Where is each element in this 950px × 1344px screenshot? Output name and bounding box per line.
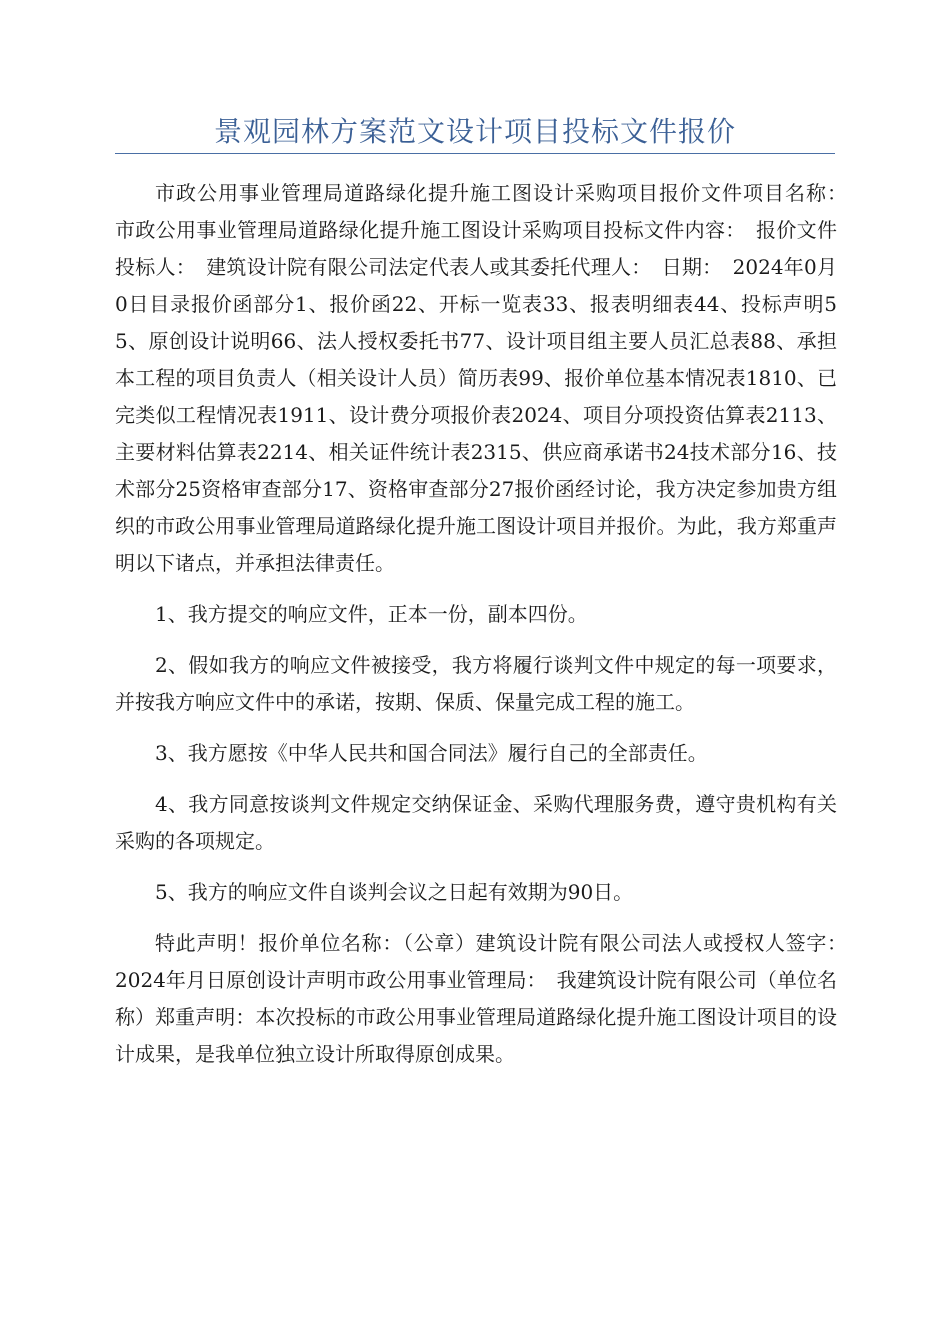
title-underline: [115, 153, 835, 154]
paragraph-item-2: 2、假如我方的响应文件被接受，我方将履行谈判文件中规定的每一项要求，并按我方响应文件中的承诺，按期、保质、保量完成工程的施工。: [115, 653, 837, 714]
paragraph-intro: 市政公用事业管理局道路绿化提升施工图设计采购项目报价文件项目名称： 市政公用事业管理局道路绿化提升施工图设计采购项目投标文件内容： 报价文件投标人： 建筑设计院有限公司法定代表人或其委托代理人： 日期： 2024年0月0日目录报价函部分1、报价函22、开标一览表33、报表明细表44、投标声明55、原创设计说明66、法人授权委托书77、设计项目组主要人员汇总表88、承担本工程的项目负责人（相关设计人员）简历表99、报价单位基本情况表1810、已完类似工程情况表1911、设计费分项报价表2024、项目分项投资估算表2113、主要材料估算表2214、相关证件统计表2315、供应商承诺书24技术部分16、技术部分25资格审查部分17、资格审查部分27报价函经讨论，我方决定参加贵方组织的市政公用事业管理局道路绿化提升施工图设计项目并报价。为此，我方郑重声明以下诸点，并承担法律责任。: [115, 181, 857, 575]
paragraph-item-1: 1、我方提交的响应文件，正本一份，副本四份。: [155, 602, 588, 626]
paragraph-declaration: 特此声明！报价单位名称：（公章）建筑设计院有限公司法人或授权人签字： 2024年月日原创设计声明市政公用事业管理局： 我建筑设计院有限公司（单位名称）郑重声明：本次投标的市政公用事业管理局道路绿化提升施工图设计项目的设计成果，是我单位独立设计所取得原创成果。: [115, 931, 857, 1066]
paragraph-item-3: 3、我方愿按《中华人民共和国合同法》履行自己的全部责任。: [155, 741, 708, 765]
paragraph-item-5: 5、我方的响应文件自谈判会议之日起有效期为90日。: [155, 880, 634, 904]
document-body: [115, 175, 857, 1087]
document-title: 景观园林方案范文设计项目投标文件报价: [213, 115, 736, 148]
paragraph-item-4: 4、我方同意按谈判文件规定交纳保证金、采购代理服务费，遵守贵机构有关采购的各项规定。: [115, 792, 837, 853]
